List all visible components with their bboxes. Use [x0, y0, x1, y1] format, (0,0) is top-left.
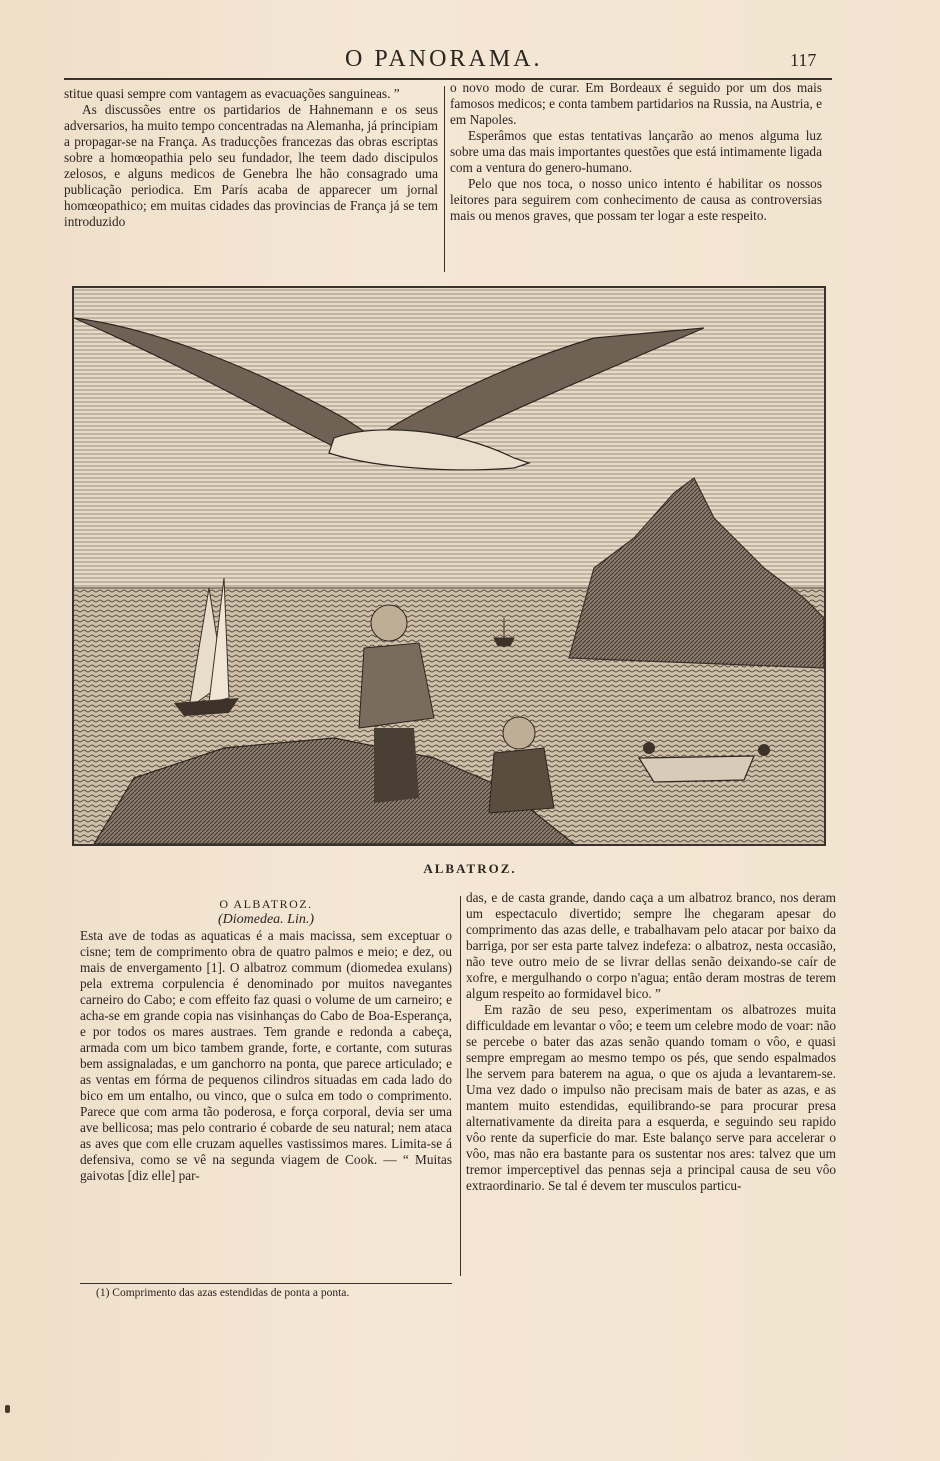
engraving-illustration	[74, 288, 824, 844]
article-title: O ALBATROZ.	[219, 897, 313, 911]
paragraph: das, e de casta grande, dando caça a um albatroz branco, nos deram um espectaculo divertido; sempre lhe chegaram apesar do comprimento das azas delle, e trabalhavam pelo atacar por baixo da barriga, por ser esta parte talvez indefeza: o albatroz, nesta occasião, não teve outro meio de se livrar dellas senão deixando-se caír de xofre, e mergulhando o corpo n'agua; então deram mostras de terem algum respeito ao formidavel bico. ”	[466, 890, 836, 1001]
article-right-column	[466, 890, 836, 1194]
top-right-column	[450, 80, 822, 224]
column-divider-bottom	[460, 896, 461, 1276]
paragraph: As discussões entre os partidarios de Hahnemann e os seus adversarios, ha muito tempo concentradas na Alemanha, já principiam a propagar-se na França. As traducções francezas das obras escriptas sobre a homœopathia pelo seu fundador, lhe teem dado discipulos zelosos, e alguns medicos de Genebra lhe hão consagrado uma publicação periodica. Em París acaba de apparecer um jornal homœopathico; em muitas cidades das provincias de França já se tem introduzido	[64, 102, 438, 229]
figure-caption: ALBATROZ.	[423, 861, 517, 876]
paragraph: Esperâmos que estas tentativas lançarão ao menos alguma luz sobre uma das mais importantes questões que está intimamente ligada com a ventura do genero-humano.	[450, 128, 822, 175]
paragraph: stitue quasi sempre com vantagem as evacuações sanguineas. ”	[64, 86, 400, 101]
paper-speck	[5, 1405, 10, 1413]
paragraph: Pelo que nos toca, o nosso unico intento é habilitar os nossos leitores para seguirem com conhecimento de causa as controversias mais ou menos graves, que possam ter logar a este respeito.	[450, 176, 822, 223]
running-head	[0, 44, 940, 78]
page-header-title: O PANORAMA.	[345, 46, 543, 72]
albatross-engraving	[72, 286, 826, 846]
page-number: 117	[790, 50, 817, 70]
paragraph: Em razão de seu peso, experimentam os albatrozes muita difficuldade em levantar o vôo; e teem um celebre modo de voar: não se percebe o bater das azas senão quando tomam o vôo, e quasi sempre empregam ao mesmo tempo os pés, que sendo espalmados lhe servem para baterem na agua, o que os ajuda a levantarem-se. Uma vez dado o impulso não precisam mais de bater as azas, e as mantem muito estendidas, equilibrando-se para procurar presa alternativamente da direita para a esquerda, e seguindo seu rapido vôo rente da superficie do mar. Este balanço serve para accelerar o vôo, mas não era bastante para os sustentar nos ares: talvez que um tremor imperceptivel das pennas seja a principal causa de seu vôo extraordinario. Se tal é devem ter musculos particu-	[466, 1002, 836, 1193]
article-left-column	[80, 896, 452, 1184]
paragraph: o novo modo de curar. Em Bordeaux é seguido por um dos mais famosos medicos; e conta tambem partidarios na Russia, na Austria, e em Napoles.	[450, 80, 822, 127]
footnote: (1) Comprimento das azas estendidas de ponta a ponta.	[96, 1287, 350, 1299]
article-subtitle: (Diomedea. Lin.)	[217, 912, 315, 927]
footnote-rule	[80, 1283, 452, 1284]
column-divider-top	[444, 86, 445, 272]
top-left-column	[64, 86, 438, 230]
paragraph: Esta ave de todas as aquaticas é a mais macissa, sem exceptuar o cisne; tem de comprimento obra de quatro palmos e meio; e dez, ou mais de envergamento [1]. O albatroz commum (diomedea exulans) pela extrema corpulencia é denominado por muitos navegantes carneiro do Cabo; e com effeito faz quasi o volume de um carneiro; e acha-se em grande copia nas visinhanças do Cabo de Boa-Esperança, e por todos os mares austraes. Tem grande e redonda a cabeça, armada com um bico tambem grande, forte, e cortante, com suturas bem assignaladas, e um ganchorro na ponta, que parece articulado; e as ventas em fórma de pequenos cilindros situadas em cada lado do bico em um entalho, ou vinco, que o sulca em todo o comprimento. Parece que com arma tão poderosa, e força corporal, devia ser uma ave bellicosa; mas pelo contrario é cobarde de seu natural; nem ataca as aves que com elle cruzam aquelles vastissimos mares. Limita-se á defensiva, como se vê na segunda viagem de Cook. — “ Muitas gaivotas [diz elle] par-	[80, 928, 452, 1183]
